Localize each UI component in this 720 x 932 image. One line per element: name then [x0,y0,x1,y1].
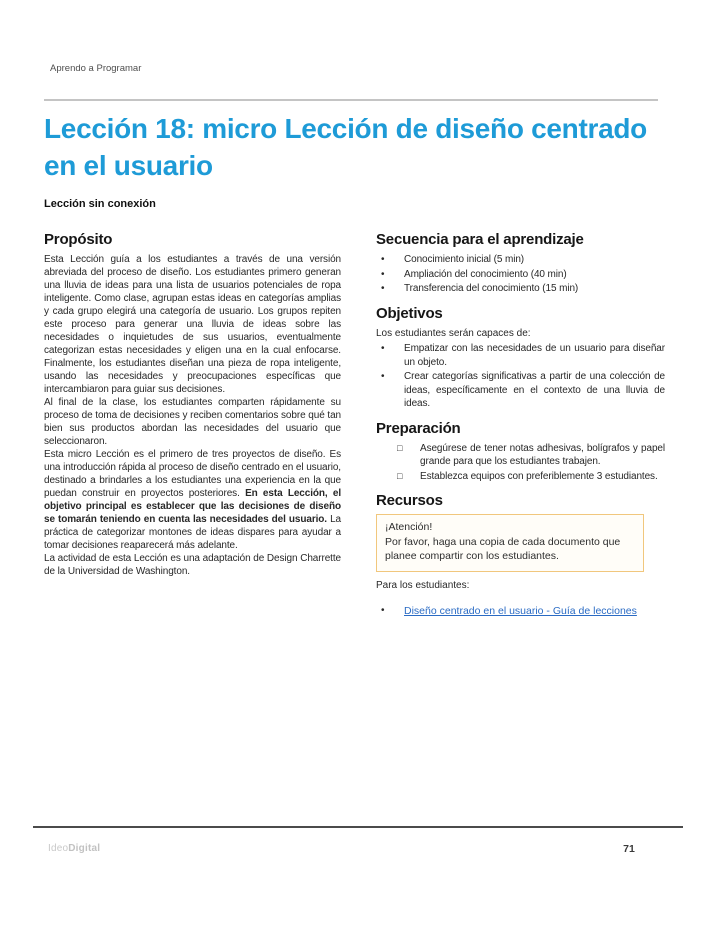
checklist-item-label: Asegúrese de tener notas adhesivas, bolígrafos y papel grande para que los estudiantes trabajen. [420,442,665,467]
footer-brand-light: Ideo [48,843,69,854]
students-label: Para los estudiantes: [376,579,470,591]
paragraph-bold-text: En esta Lección, el objetivo principal es establecer que las decisiones de diseño se tomarán teniendo en cuenta las necesidades del usuario. [44,488,342,525]
list-item-label: Conocimiento inicial (5 min) [404,254,525,265]
attention-notice-box [376,514,644,572]
bullet-icon: • [381,605,385,616]
proposito-paragraph-1: Esta Lección guía a los estudiantes a través de una versión abreviada del proceso de diseño. Los estudiantes primero generan una lluvia de ideas para una lista de usuarios potenciales de ropa inteligente. Como clase, agrupan estas ideas en categorías amplias y cada grupo elegirá una categoría de usuario. Los grupos repiten este proceso para generar una lluvia de ideas sobre las necesidades o inquietudes de sus usuarios, eventualmente categorizan estas necesidades y eligen una en la cual enfocarse. Finalmente, los estudiantes diseñan una pieza de ropa inteligente, usando las necesidades y preocupaciones específicas que intercambiaron para guiar sus decisiones. [44,254,341,395]
proposito-body [44,253,341,578]
checklist-item [376,442,665,469]
recursos-heading: Recursos [376,492,443,509]
proposito-paragraph-3 [44,448,341,552]
page-title: Lección 18: micro Lección de diseño centrado en el usuario [44,113,647,181]
notice-title: ¡Atención! [385,521,433,533]
objetivos-intro: Los estudiantes serán capaces de: [376,327,531,339]
preparacion-heading: Preparación [376,419,461,437]
bullet-icon: • [381,371,385,382]
list-item [376,253,665,267]
proposito-paragraph-4: La actividad de esta Lección es una adaptación de Design Charrette de la Universidad de Washington. [44,553,341,577]
column-right [376,231,665,618]
checkbox-icon: □ [397,442,403,453]
checkbox-icon: □ [397,470,403,481]
list-item [376,370,665,411]
list-item-label: Transferencia del conocimiento (15 min) [404,283,579,294]
bullet-icon: • [381,283,385,294]
resource-link-row [376,604,665,618]
list-item-label: Ampliación del conocimiento (40 min) [404,268,567,280]
footer-brand-logo [48,843,100,854]
bullet-icon: • [381,343,385,354]
page-number: 71 [623,843,635,855]
lesson-guide-link[interactable]: Diseño centrado en el usuario - Guía de lecciones [404,605,637,617]
bullet-icon: • [381,254,385,265]
header-brand: Aprendo a Programar [50,63,142,74]
notice-text: Por favor, haga una copia de cada documento que planee compartir con los estudiantes. [385,535,621,562]
header-divider [44,99,658,101]
footer-divider [33,826,683,828]
list-item [376,268,665,282]
paragraph-text: Esta micro Lección es el primero de tres proyectos de diseño. Es una introducción rápida al proceso de diseño centrado en el usuario, destinado a brindarles a los estudiantes una experiencia en la que puedan construir en proyectos posteriores. [44,449,341,499]
page-subtitle: Lección sin conexión [44,198,156,210]
list-item [376,342,665,369]
bullet-icon: • [381,268,385,280]
footer-brand-bold: Digital [68,843,101,854]
secuencia-heading: Secuencia para el aprendizaje [376,231,584,248]
objetivos-heading: Objetivos [376,304,443,322]
list-item-label: Crear categorías significativas a partir de una colección de ideas, específicamente en el contexto de una lluvia de ideas. [404,371,665,409]
list-item-label: Empatizar con las necesidades de un usuario para diseñar un objeto. [404,343,665,368]
checklist-item [376,470,665,484]
paragraph-text: La práctica de categorizar montones de ideas dispares para ayudar a tomar decisiones reaparecerá más adelante. [44,514,341,551]
proposito-paragraph-2: Al final de la clase, los estudiantes comparten rápidamente su proceso de toma de decisiones y reciben comentarios sobre qué tan bien sus productos abordan las necesidades del usuario que seleccionaron. [44,397,341,447]
list-item [376,282,665,296]
column-left [44,231,341,578]
proposito-heading: Propósito [44,231,113,248]
checklist-item-label: Establezca equipos con preferiblemente 3 estudiantes. [420,470,658,482]
